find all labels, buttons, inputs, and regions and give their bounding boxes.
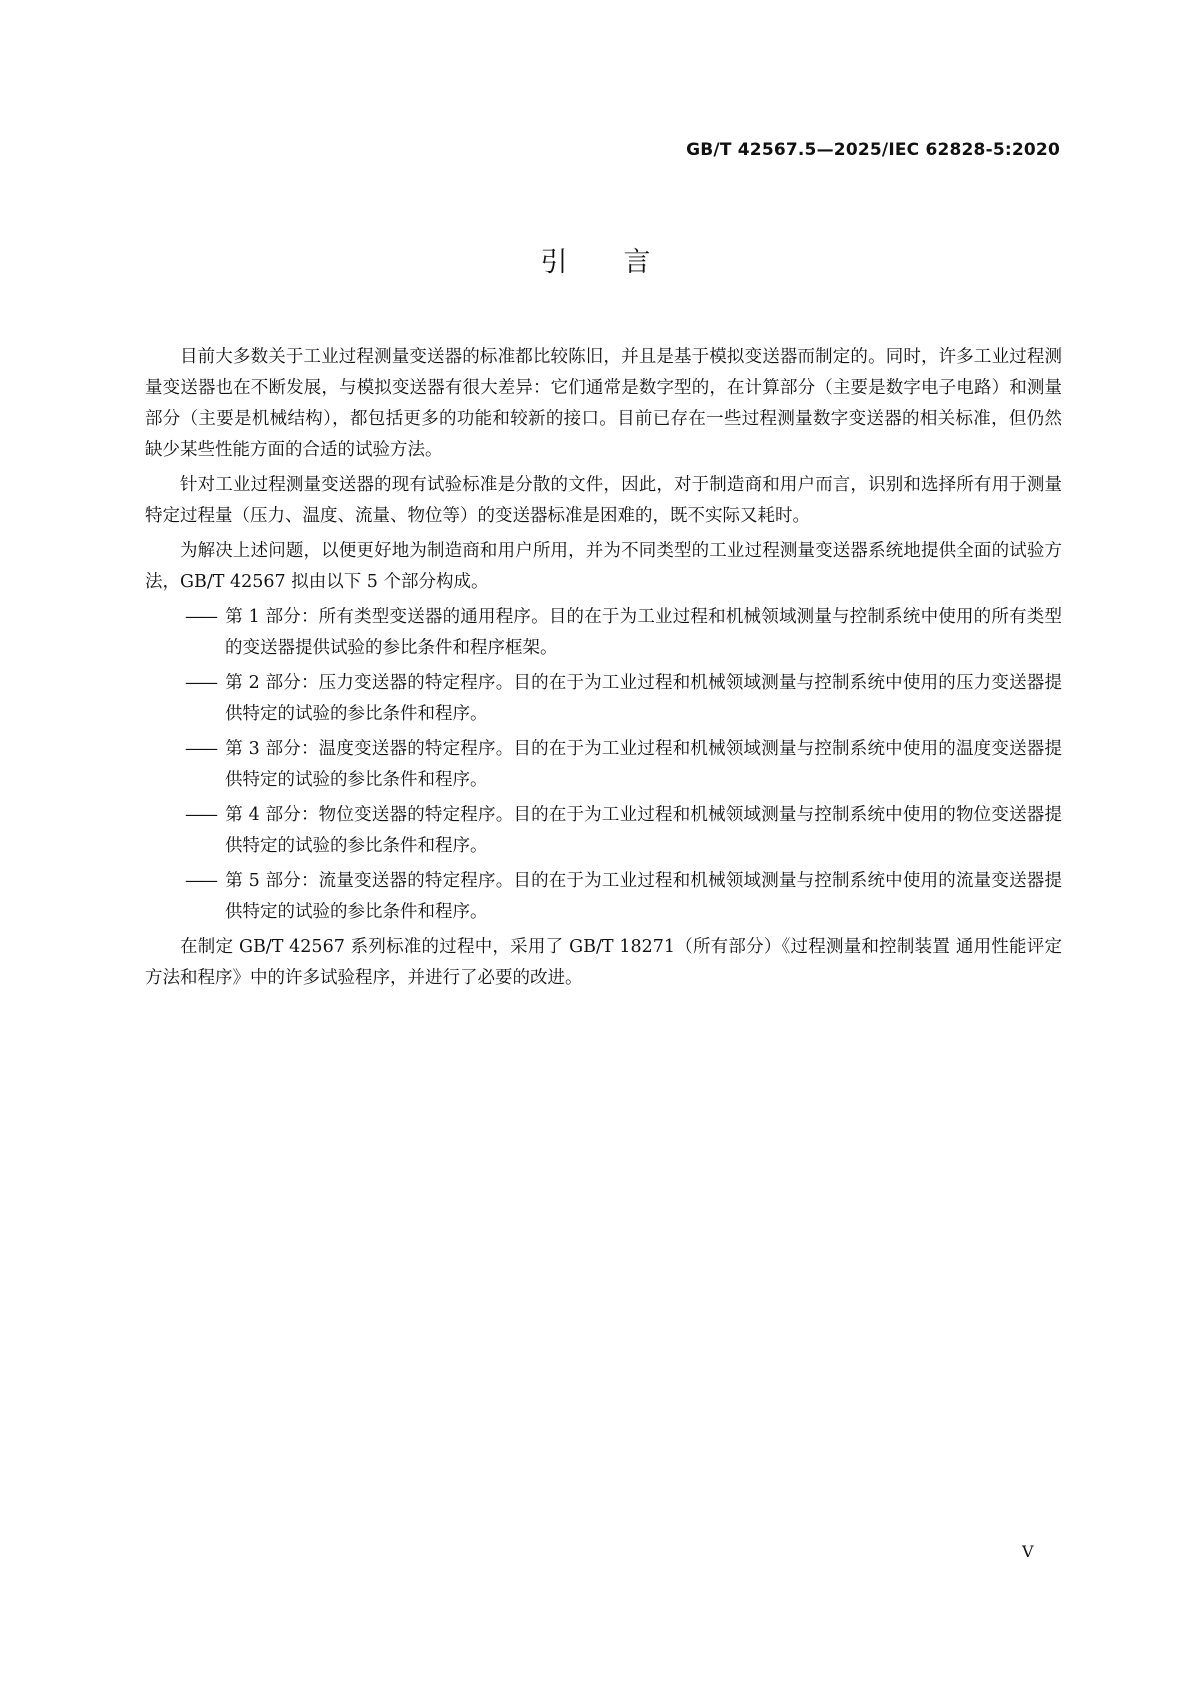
list-dash: ——: [185, 607, 216, 627]
page-number: V: [1022, 1542, 1034, 1561]
list-item-part-1: [145, 602, 1062, 664]
list-dash: ——: [185, 805, 216, 825]
paragraph-1: 目前大多数关于工业过程测量变送器的标准都比较陈旧，并且是基于模拟变送器而制定的。同时，许多工业过程测量变送器也在不断发展，与模拟变送器有很大差异：它们通常是数字型的，在计算部分（主要是数字电子电路）和测量部分（主要是机械结构），都包括更多的功能和较新的接口。目前已存在一些过程测量数字变送器的相关标准，但仍然缺少某些性能方面的合适的试验方法。: [145, 347, 1062, 460]
list-dash: ——: [185, 739, 216, 759]
list-item-text: 第 1 部分：所有类型变送器的通用程序。目的在于为工业过程和机械领域测量与控制系统中使用的所有类型的变送器提供试验的参比条件和程序框架。: [225, 607, 1062, 658]
list-item-text: 第 5 部分：流量变送器的特定程序。目的在于为工业过程和机械领域测量与控制系统中使用的流量变送器提供特定的试验的参比条件和程序。: [225, 871, 1062, 922]
list-dash: ——: [185, 871, 216, 891]
list-item-part-2: [145, 668, 1062, 730]
list-item-text: 第 4 部分：物位变送器的特定程序。目的在于为工业过程和机械领域测量与控制系统中使用的物位变送器提供特定的试验的参比条件和程序。: [225, 805, 1062, 856]
list-item-text: 第 3 部分：温度变送器的特定程序。目的在于为工业过程和机械领域测量与控制系统中使用的温度变送器提供特定的试验的参比条件和程序。: [225, 739, 1062, 790]
list-item-part-4: [145, 800, 1062, 862]
list-item-part-5: [145, 866, 1062, 928]
standard-number: GB/T 42567.5—2025/IEC 62828-5:2020: [686, 140, 1060, 160]
introduction-body: [145, 342, 1062, 998]
list-item-part-3: [145, 734, 1062, 796]
paragraph-2: 针对工业过程测量变送器的现有试验标准是分散的文件，因此，对于制造商和用户而言，识别和选择所有用于测量特定过程量（压力、温度、流量、物位等）的变送器标准是困难的，既不实际又耗时。: [145, 475, 1062, 526]
page-title: 引言: [540, 247, 707, 278]
list-item-text: 第 2 部分：压力变送器的特定程序。目的在于为工业过程和机械领域测量与控制系统中使用的压力变送器提供特定的试验的参比条件和程序。: [225, 673, 1062, 724]
paragraph-3: 为解决上述问题，以便更好地为制造商和用户所用，并为不同类型的工业过程测量变送器系统地提供全面的试验方法，GB/T 42567 拟由以下 5 个部分构成。: [145, 541, 1062, 592]
list-dash: ——: [185, 673, 216, 693]
closing-paragraph: 在制定 GB/T 42567 系列标准的过程中，采用了 GB/T 18271（所有部分）《过程测量和控制装置 通用性能评定方法和程序》中的许多试验程序，并进行了必要的改进。: [145, 937, 1062, 988]
